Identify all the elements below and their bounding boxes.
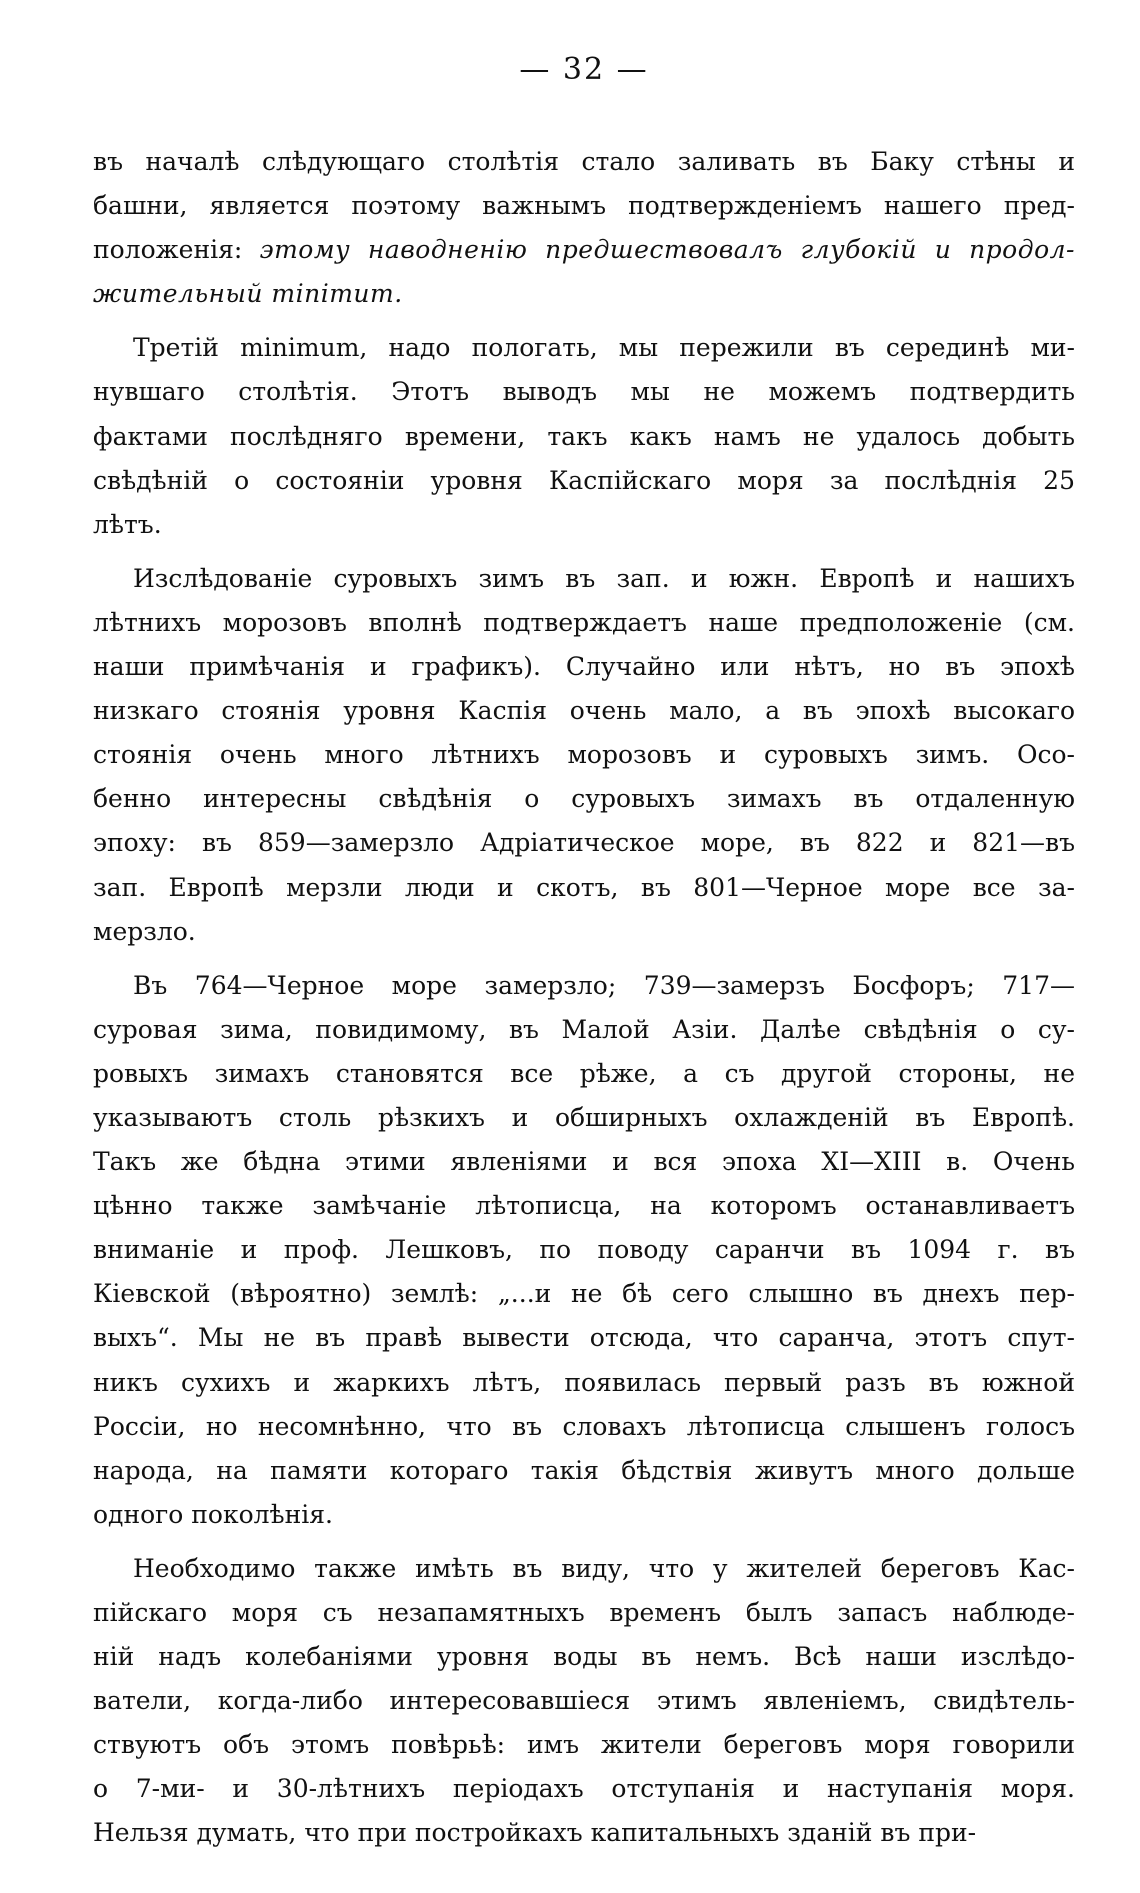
text-line [93,1811,1075,1855]
italic-text: жительный minimum. [93,279,403,309]
text-line [93,733,1075,777]
text-line [93,1635,1075,1679]
line-text: указываютъ столь рѣзкихъ и обширныхъ охлажденій въ Европѣ. [93,1102,1075,1132]
paragraph [93,140,1075,316]
text-line [93,1184,1075,1228]
text-line [93,645,1075,689]
text-line [93,503,1075,547]
line-text: ватели, когда-либо интересовавшіеся этимъ явленіемъ, свидѣтель- [93,1686,1075,1716]
line-text: Третій minimum, надо пологать, мы пережили въ серединѣ ми- [133,333,1075,363]
text-line [93,326,1075,370]
text-line [93,140,1075,184]
paragraph [93,326,1075,546]
line-text: башни, является поэтому важнымъ подтвержденіемъ нашего пред- [93,191,1075,221]
line-text: о 7-ми- и 30-лѣтнихъ періодахъ отступанія и наступанія моря. [93,1774,1075,1804]
text-line [93,689,1075,733]
line-text: ній надъ колебаніями уровня воды въ немъ. Всѣ наши изслѣдо- [93,1642,1075,1672]
text-line [93,1767,1075,1811]
line-text: наши примѣчанія и графикъ). Случайно или нѣтъ, но въ эпохѣ [93,652,1075,682]
text-line [93,1052,1075,1096]
text-line [93,866,1075,910]
line-text: Россіи, но несомнѣнно, что въ словахъ лѣтописца слышенъ голосъ [93,1411,1075,1441]
line-text: Такъ же бѣдна этими явленіями и вся эпоха XI—XIII в. Очень [93,1147,1075,1177]
line-text: пійскаго моря съ незапамятныхъ временъ былъ запасъ наблюде- [93,1598,1075,1627]
page-number: — 32 — [519,52,649,87]
italic-text: этому наводненію предшествовалъ глубокій и продол- [259,235,1075,265]
text-line [93,1547,1075,1591]
line-text: суровая зима, повидимому, въ Малой Азіи. Далѣе свѣдѣнія о су- [93,1014,1075,1044]
text-line [93,1361,1075,1405]
text-line [93,1591,1075,1635]
line-text: нувшаго столѣтія. Этотъ выводъ мы не можемъ подтвердить [93,377,1075,407]
line-text: лѣтъ. [93,509,162,539]
text-line [93,370,1075,414]
line-text: Изслѣдованіе суровыхъ зимъ въ зап. и южн. Европѣ и нашихъ [133,563,1075,593]
line-text: Нельзя думать, что при постройкахъ капитальныхъ зданій въ при- [93,1818,977,1848]
line-text: Въ 764—Черное море замерзло; 739—замерзъ Босфоръ; 717— [133,970,1075,1000]
text-line [93,1723,1075,1767]
text-line [93,821,1075,865]
line-text: одного поколѣнія. [93,1499,333,1529]
line-text: мерзло. [93,916,196,946]
line-text: Кіевской (вѣроятно) землѣ: „...и не бѣ сего слышно въ днехъ пер- [93,1279,1075,1309]
text-line [93,557,1075,601]
text-line [93,1679,1075,1723]
text-line [93,777,1075,821]
body-text [93,140,1075,1856]
text-line [93,1449,1075,1493]
text-line [93,1272,1075,1316]
line-text: выхъ“. Мы не въ правѣ вывести отсюда, что саранча, этотъ спут- [93,1323,1075,1353]
text-line [93,601,1075,645]
line-text: лѣтнихъ морозовъ вполнѣ подтверждаетъ наше предположеніе (см. [93,607,1075,637]
line-text: ровыхъ зимахъ становятся все рѣже, а съ другой стороны, не [93,1058,1075,1088]
text-line [93,1316,1075,1360]
line-text: бенно интересны свѣдѣнія о суровыхъ зимахъ въ отдаленную [93,784,1075,814]
line-text: никъ сухихъ и жаркихъ лѣтъ, появилась первый разъ въ южной [93,1367,1075,1397]
text-line [93,1493,1075,1537]
line-text: фактами послѣдняго времени, такъ какъ намъ не удалось добыть [93,421,1075,451]
text-line [93,1405,1075,1449]
text-line [93,228,1075,272]
line-text: стоянія очень много лѣтнихъ морозовъ и суровыхъ зимъ. Осо- [93,740,1075,770]
text-line [93,415,1075,459]
line-text: ствуютъ объ этомъ повѣрьѣ: имъ жители береговъ моря говорили [93,1730,1075,1760]
text-line [93,964,1075,1008]
line-text: положенія: [93,235,260,265]
text-line [93,1096,1075,1140]
line-text: низкаго стоянія уровня Каспія очень мало, а въ эпохѣ высокаго [93,696,1075,726]
line-text: эпоху: въ 859—замерзло Адріатическое море, въ 822 и 821—въ [93,828,1075,858]
text-line [93,459,1075,503]
text-line [93,184,1075,228]
line-text: Необходимо также имѣть въ виду, что у жителей береговъ Кас- [133,1553,1075,1583]
text-line [93,910,1075,954]
text-line [93,1140,1075,1184]
line-text: народа, на памяти котораго такія бѣдствія живутъ много дольше [93,1455,1075,1485]
line-text: зап. Европѣ мерзли люди и скотъ, въ 801—Черное море все за- [93,872,1075,902]
line-text: свѣдѣній о состояніи уровня Каспійскаго моря за послѣднія 25 [93,465,1075,495]
text-line [93,1008,1075,1052]
document-page [93,50,1075,1866]
paragraph [93,557,1075,954]
paragraph [93,1547,1075,1856]
line-text: въ началѣ слѣдующаго столѣтія стало заливать въ Баку стѣны и [93,147,1075,176]
text-line [93,1228,1075,1272]
line-text: вниманіе и проф. Лешковъ, по поводу саранчи въ 1094 г. въ [93,1235,1075,1265]
paragraph [93,964,1075,1537]
line-text: цѣнно также замѣчаніе лѣтописца, на которомъ останавливаетъ [93,1191,1075,1221]
text-line [93,272,1075,316]
